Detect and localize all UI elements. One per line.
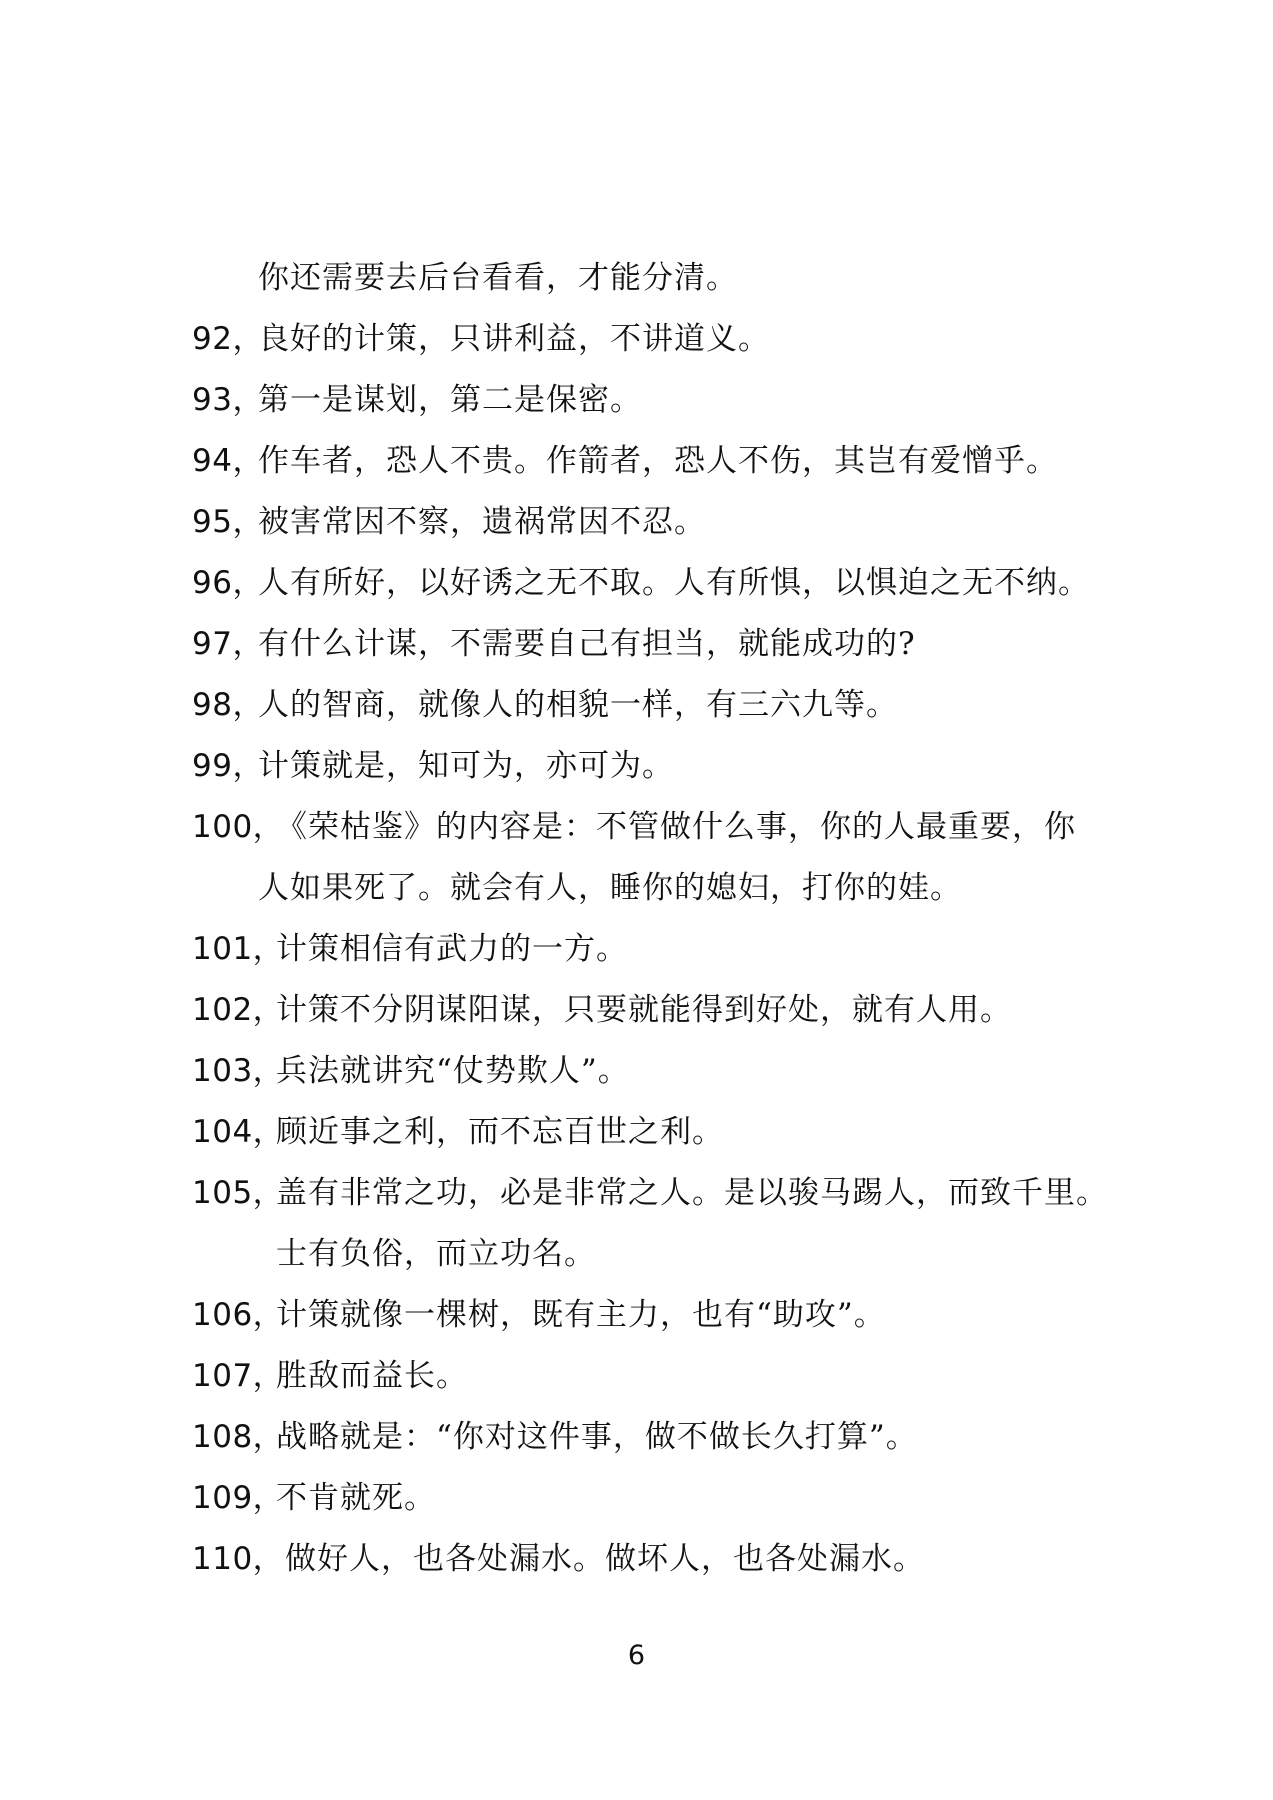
item-number: 97，	[192, 626, 264, 662]
item-number: 98，	[192, 687, 264, 723]
item-number: 92，	[192, 321, 264, 357]
item-text: 第一是谋划，第二是保密。	[258, 382, 642, 418]
item-text: 兵法就讲究“仗势欺人”。	[276, 1053, 630, 1089]
text-line	[0, 980, 1273, 1041]
text-line	[0, 1346, 1273, 1407]
item-number: 95，	[192, 504, 264, 540]
text-line	[0, 919, 1273, 980]
item-number: 103，	[192, 1053, 285, 1089]
text-line	[0, 1407, 1273, 1468]
item-text: 计策不分阴谋阳谋，只要就能得到好处，就有人用。	[276, 992, 1012, 1028]
item-number: 102，	[192, 992, 285, 1028]
text-line	[0, 1468, 1273, 1529]
item-number: 107，	[192, 1358, 285, 1394]
item-text: 胜敌而益长。	[276, 1358, 468, 1394]
text-line	[0, 370, 1273, 431]
item-number: 105，	[192, 1175, 285, 1211]
item-text: 战略就是：“你对这件事，做不做长久打算”。	[276, 1419, 918, 1455]
item-number: 110，	[192, 1541, 285, 1577]
text-line	[0, 1041, 1273, 1102]
item-number: 96，	[192, 565, 264, 601]
item-text: 人有所好，以好诱之无不取。人有所惧，以惧迫之无不纳。	[258, 565, 1090, 601]
text-line	[0, 614, 1273, 675]
item-text: 良好的计策，只讲利益，不讲道义。	[258, 321, 770, 357]
item-number: 99，	[192, 748, 264, 784]
text-line	[0, 1529, 1273, 1590]
item-text: 计策就是，知可为，亦可为。	[258, 748, 674, 784]
item-text: 计策就像一棵树，既有主力，也有“助攻”。	[276, 1297, 886, 1333]
item-number: 106，	[192, 1297, 285, 1333]
text-line	[0, 553, 1273, 614]
item-text: 顾近事之利，而不忘百世之利。	[276, 1114, 724, 1150]
text-line	[0, 431, 1273, 492]
item-number: 100，	[192, 809, 285, 845]
text-line	[0, 1224, 1273, 1285]
text-line	[0, 1102, 1273, 1163]
text-line	[0, 858, 1273, 919]
text-line	[0, 309, 1273, 370]
item-text: 计策相信有武力的一方。	[276, 931, 628, 967]
item-text: 人的智商，就像人的相貌一样，有三六九等。	[258, 687, 898, 723]
item-text: 被害常因不察，遗祸常因不忍。	[258, 504, 706, 540]
text-line	[0, 675, 1273, 736]
item-text: 不肯就死。	[276, 1480, 436, 1516]
text-line	[0, 736, 1273, 797]
item-text: 《荣枯鉴》的内容是：不管做什么事，你的人最重要，你	[276, 809, 1076, 845]
item-text: 盖有非常之功，必是非常之人。是以骏马踢人，而致千里。	[276, 1175, 1108, 1211]
item-text: 人如果死了。就会有人，睡你的媳妇，打你的娃。	[258, 870, 962, 906]
item-text: 有什么计谋，不需要自己有担当，就能成功的?	[258, 626, 916, 662]
item-number: 101，	[192, 931, 285, 967]
text-line	[0, 797, 1273, 858]
text-line	[0, 1285, 1273, 1346]
item-number: 108，	[192, 1419, 285, 1455]
text-body	[0, 248, 1273, 1590]
item-number: 104，	[192, 1114, 285, 1150]
item-number: 93，	[192, 382, 264, 418]
item-text: 你还需要去后台看看，才能分清。	[258, 260, 738, 296]
item-number: 94，	[192, 443, 264, 479]
item-text: 做好人，也各处漏水。做坏人，也各处漏水。	[285, 1541, 925, 1577]
text-line	[0, 1163, 1273, 1224]
item-text: 作车者，恐人不贵。作箭者，恐人不伤，其岂有爱憎乎。	[258, 443, 1058, 479]
page-number: 6	[627, 1640, 646, 1671]
item-number: 109，	[192, 1480, 285, 1516]
text-line	[0, 248, 1273, 309]
item-text: 士有负俗，而立功名。	[276, 1236, 596, 1272]
text-line	[0, 492, 1273, 553]
